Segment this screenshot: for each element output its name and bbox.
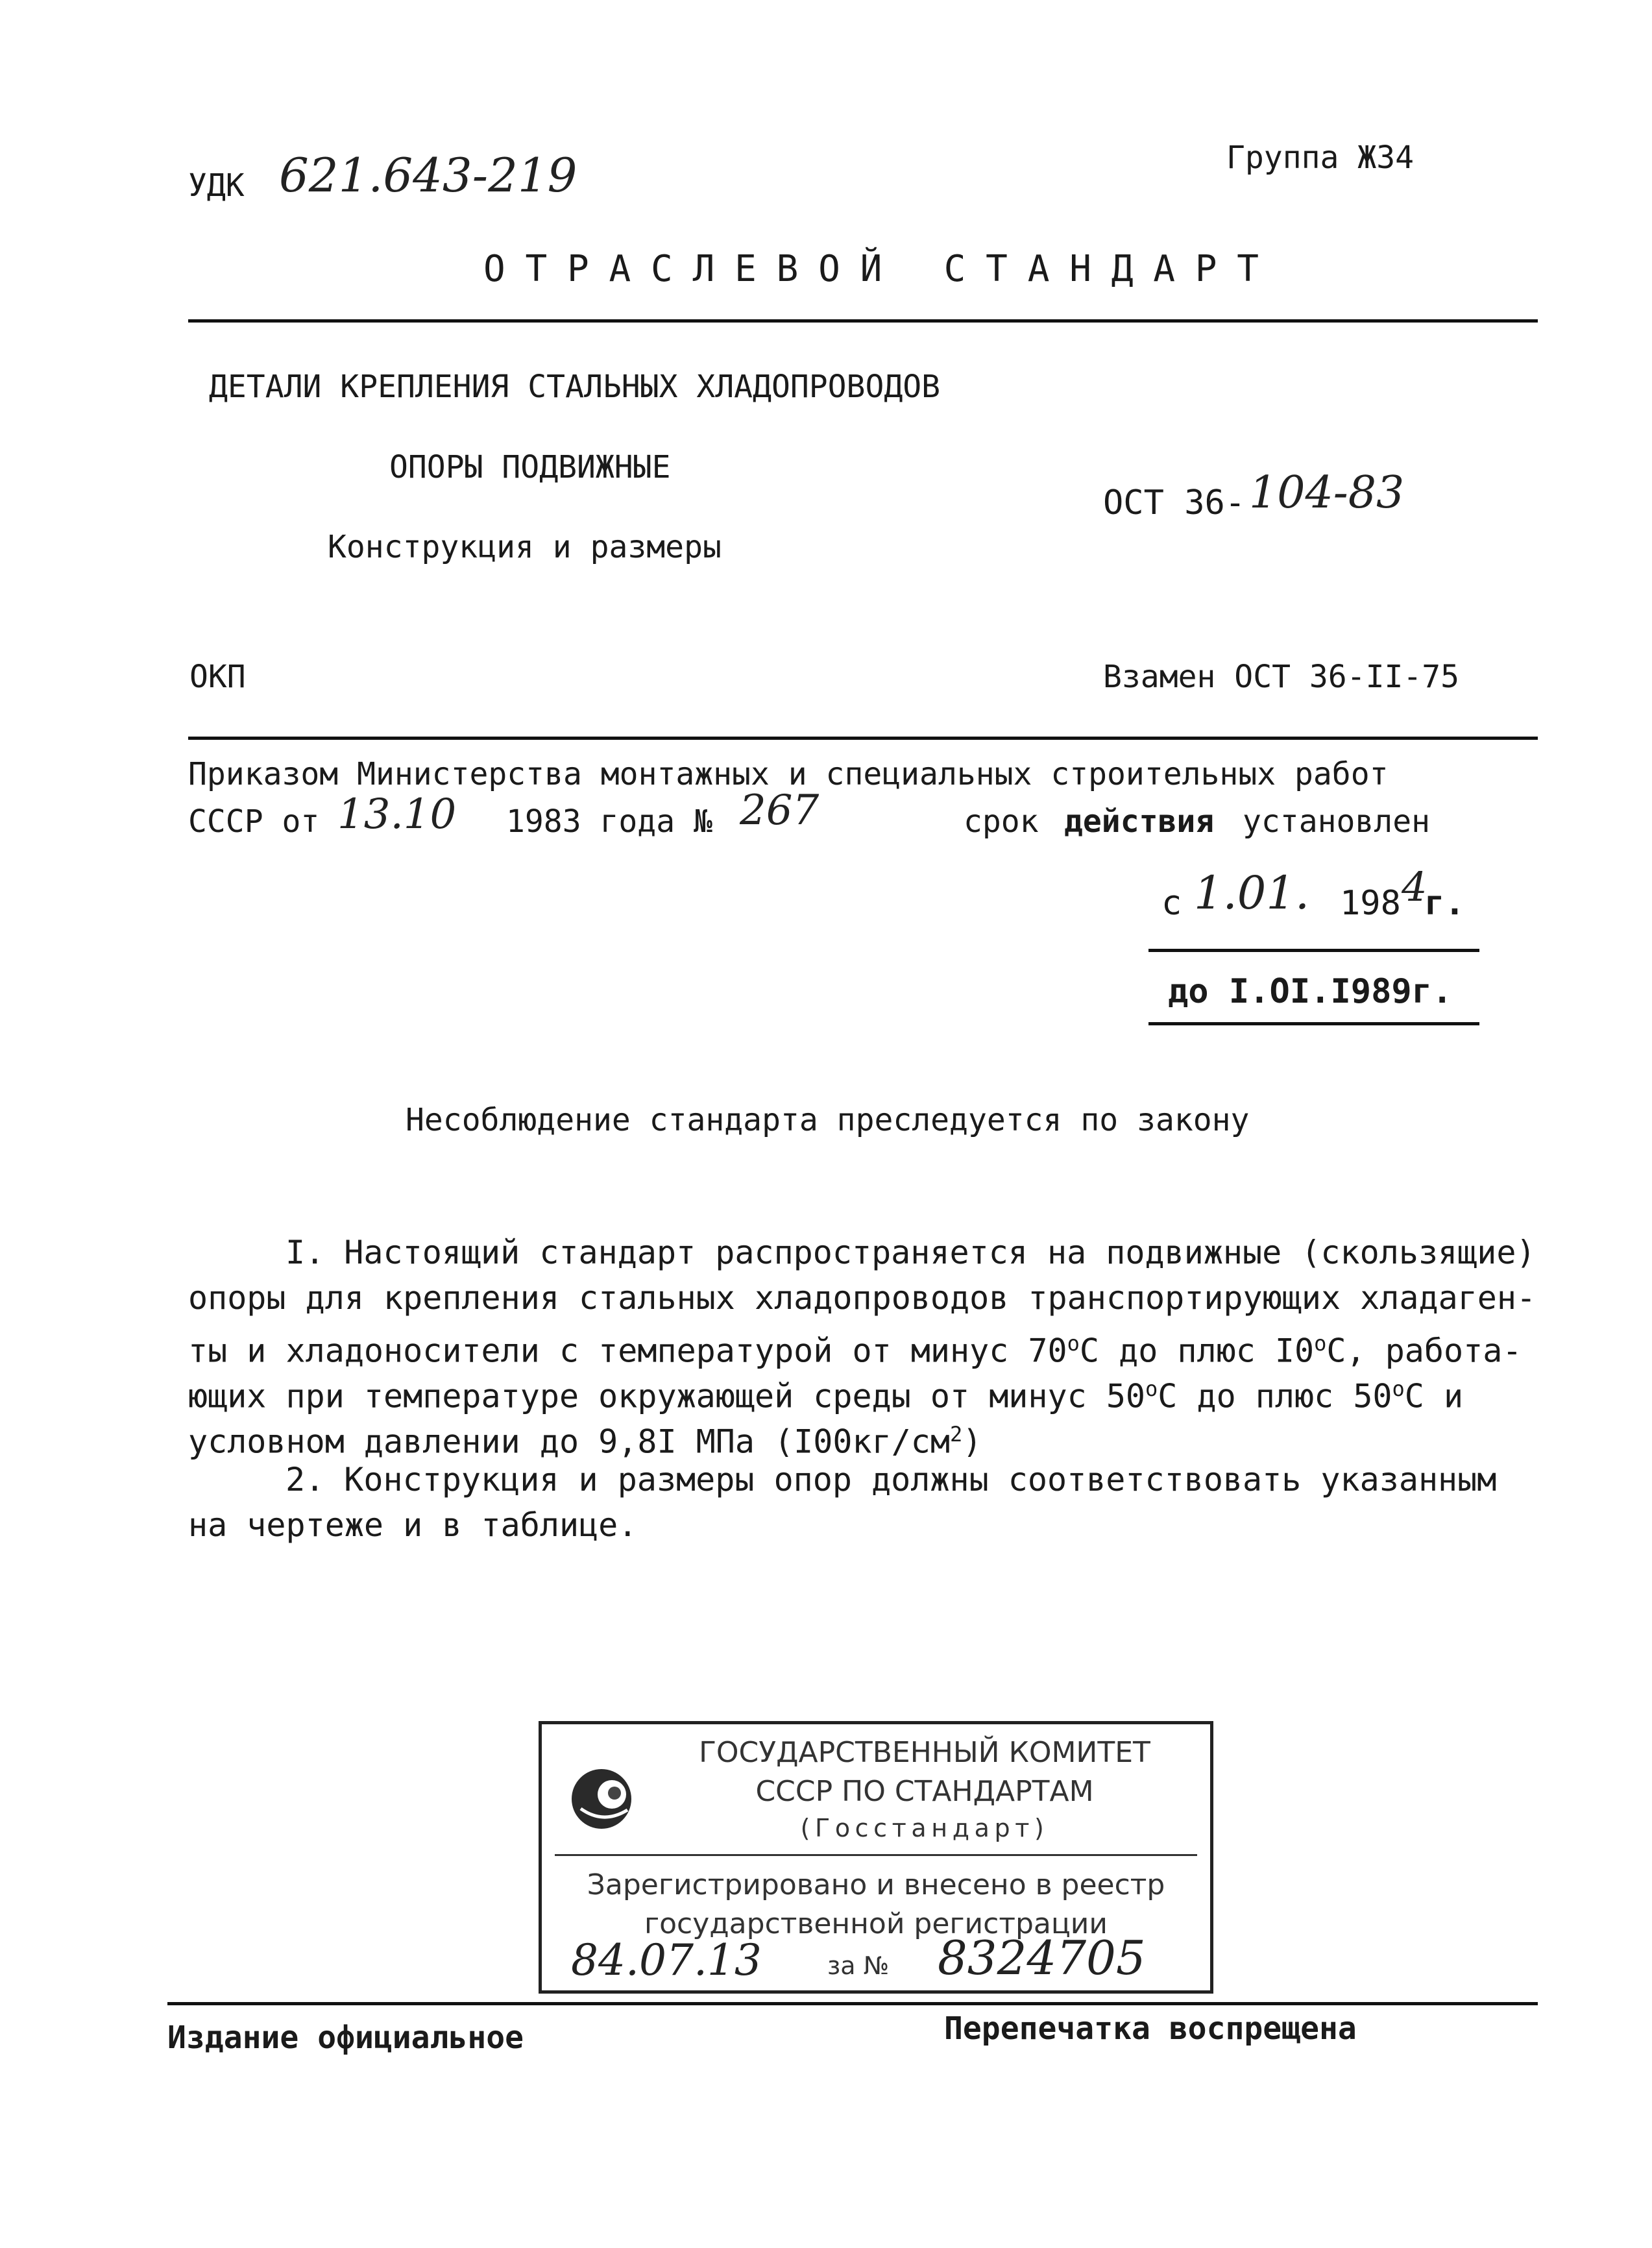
udk-value: 621.643-219: [279, 148, 577, 202]
subject-line-3: Конструкция и размеры: [328, 529, 722, 565]
standard-number-label: ОСТ 36-: [1103, 483, 1246, 522]
footer-rule: [167, 2002, 1538, 2005]
subject-line-1: ДЕТАЛИ КРЕПЛЕНИЯ СТАЛЬНЫХ ХЛАДОПРОВОДОВ: [209, 369, 941, 405]
validity-until: до I.OI.I989г.: [1168, 972, 1453, 1011]
validity-from-prefix: с: [1161, 884, 1182, 923]
replaces-label: Взамен ОСТ 36-II-75: [1103, 659, 1460, 695]
validity-from-suffix: г.: [1424, 884, 1465, 923]
order-line-2-a: СССР от: [188, 803, 320, 840]
paragraph-1-line-1: I. Настоящий стандарт распространяется на подвижные (скользящие): [285, 1234, 1536, 1271]
order-rule: [188, 737, 1538, 740]
paragraph-2-line-2: на чертеже и в таблице.: [188, 1506, 638, 1544]
document-title: ОТРАСЛЕВОЙ СТАНДАРТ: [483, 248, 1279, 290]
order-line-2-c: срок: [964, 803, 1039, 840]
validity-rule-2: [1148, 1022, 1479, 1025]
validity-rule-1: [1148, 949, 1479, 952]
stamp-registration-mid: за №: [827, 1951, 890, 1980]
validity-from-year: 198: [1340, 884, 1401, 923]
order-line-2-b: 1983 года №: [506, 803, 712, 840]
paragraph-2-line-1: 2. Конструкция и размеры опор должны соответствовать указанным: [285, 1461, 1497, 1498]
validity-from-handwritten: 1.01.: [1194, 866, 1310, 920]
stamp-line-2: СССР ПО СТАНДАРТАМ: [755, 1775, 1094, 1808]
registration-stamp: [539, 1721, 1213, 1994]
title-rule: [188, 319, 1538, 323]
standard-number-value: 104-83: [1249, 467, 1405, 519]
validity-from-year-handwritten: 4: [1402, 863, 1427, 910]
okp-label: ОКП: [189, 659, 246, 695]
order-number-handwritten: 267: [740, 787, 820, 835]
stamp-line-1: ГОСУДАРСТВЕННЫЙ КОМИТЕТ: [699, 1736, 1150, 1769]
order-date-handwritten: 13.10: [337, 790, 457, 838]
stamp-registration-date: 84.07.13: [571, 1935, 762, 1985]
stamp-line-3: (Госстандарт): [800, 1814, 1049, 1842]
order-line-1: Приказом Министерства монтажных и специальных строительных работ: [188, 756, 1389, 792]
paragraph-1-line-5: условном давлении до 9,8I МПа $(I00кг/см^2)$: [188, 1422, 982, 1461]
stamp-registration-number: 8324705: [938, 1931, 1146, 1985]
paragraph-1-line-4: ющих при температуре окружающей среды от минус $50^оС$ до плюс $50^оС$ и: [188, 1376, 1464, 1415]
order-line-2-d: установлен: [1243, 803, 1430, 840]
order-line-2-bold: действия: [1064, 803, 1215, 840]
stamp-line-5: государственной регистрации: [644, 1907, 1108, 1940]
stamp-line-4: Зарегистрировано и внесено в реестр: [587, 1868, 1165, 1901]
subject-line-2: ОПОРЫ ПОДВИЖНЫЕ: [389, 449, 671, 485]
footer-official-edition: Издание официальное: [167, 2020, 524, 2056]
footer-reprint-prohibited: Перепечатка воспрещена: [944, 2010, 1357, 2047]
legal-warning: Несоблюдение стандарта преследуется по закону: [406, 1102, 1250, 1138]
group-label: Группа Ж34: [1226, 140, 1414, 176]
paragraph-1-line-3: ты и хладоносители с температурой от минус $70^оС$ до плюс $I0^оС$, работа-: [188, 1331, 1522, 1370]
stamp-divider: [555, 1854, 1197, 1856]
paragraph-1-line-2: опоры для крепления стальных хладопроводов транспортирующих хладаген-: [188, 1279, 1537, 1317]
udk-label: УДК: [188, 167, 245, 204]
